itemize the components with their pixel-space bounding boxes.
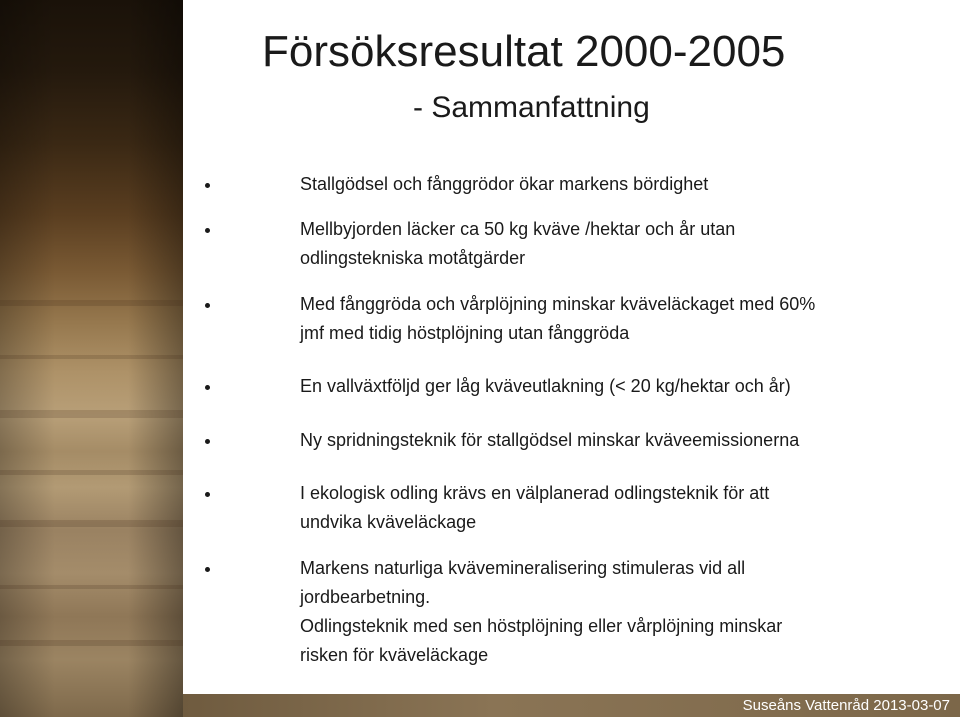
bullet-item: [300, 215, 940, 273]
bullet-text: Markens naturliga kvävemineralisering stimuleras vid all: [300, 558, 746, 578]
bullet-item: [300, 426, 940, 455]
bullet-item: [300, 479, 940, 537]
footer-text: Suseåns Vattenråd 2013-03-07: [742, 697, 950, 714]
bullet-item: [300, 170, 940, 199]
bullet-text: jmf med tidig höstplöjning utan fånggröda: [300, 323, 630, 343]
bullet-text: Odlingsteknik med sen höstplöjning eller vårplöjning minskar: [300, 616, 783, 636]
bullet-item: [300, 372, 940, 401]
bullet-text: En vallväxtföljd ger låg kväveutlakning (< 20 kg/hektar och år): [300, 376, 791, 396]
bullet-dot-icon: [205, 228, 210, 233]
slide-subtitle: - Sammanfattning: [413, 91, 650, 124]
bullet-text: odlingstekniska motåtgärder: [300, 248, 526, 268]
bullet-text: Med fånggröda och vårplöjning minskar kväveläckaget med 60%: [300, 294, 816, 314]
bullet-text: I ekologisk odling krävs en välplanerad odlingsteknik för att: [300, 483, 770, 503]
bullet-item: [300, 554, 940, 670]
bullet-dot-icon: [205, 303, 210, 308]
slide-title: Försöksresultat 2000-2005: [262, 27, 786, 76]
bullet-text: Ny spridningsteknik för stallgödsel minskar kväveemissionerna: [300, 430, 800, 450]
bullet-dot-icon: [205, 492, 210, 497]
bullet-text: risken för kväveläckage: [300, 645, 489, 665]
soil-profile-photo: [0, 0, 183, 717]
bullet-text: Stallgödsel och fånggrödor ökar markens bördighet: [300, 174, 709, 194]
bullet-text: undvika kväveläckage: [300, 512, 477, 532]
bullet-item: [300, 290, 940, 348]
bullet-text: jordbearbetning.: [300, 587, 431, 607]
bullet-text: Mellbyjorden läcker ca 50 kg kväve /hektar och år utan: [300, 219, 736, 239]
bullet-dot-icon: [205, 567, 210, 572]
bullet-dot-icon: [205, 183, 210, 188]
bullet-dot-icon: [205, 385, 210, 390]
bullet-dot-icon: [205, 439, 210, 444]
